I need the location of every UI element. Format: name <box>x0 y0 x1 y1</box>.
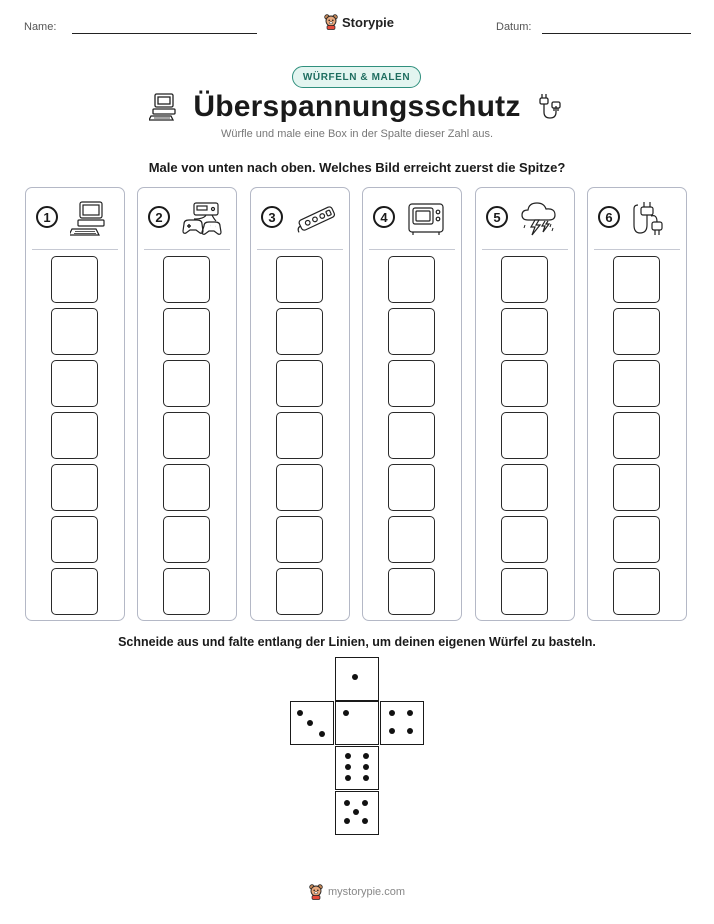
instruction-text: Male von unten nach oben. Welches Bild erreicht zuerst die Spitze? <box>148 160 566 175</box>
color-box[interactable] <box>163 308 210 355</box>
column-number: 4 <box>373 206 395 228</box>
color-box[interactable] <box>613 256 660 303</box>
color-box[interactable] <box>388 256 435 303</box>
color-box[interactable] <box>276 568 323 615</box>
cut-instruction: Schneide aus und falte entlang der Linien, um deinen eigenen Würfel zu basteln. <box>118 635 596 649</box>
color-box[interactable] <box>163 412 210 459</box>
footer <box>0 884 714 900</box>
dice-face-2 <box>335 701 379 745</box>
color-box[interactable] <box>613 464 660 511</box>
color-box[interactable] <box>501 412 548 459</box>
plug-icon <box>632 200 668 238</box>
computer-icon <box>70 200 108 238</box>
dice-face-5 <box>335 791 379 835</box>
column-2 <box>137 187 237 621</box>
dice-net <box>290 657 426 835</box>
game-console-icon <box>182 200 222 238</box>
color-box[interactable] <box>51 568 98 615</box>
color-box[interactable] <box>51 308 98 355</box>
plug-icon <box>535 92 565 122</box>
storypie-bear-icon <box>309 884 323 900</box>
color-box[interactable] <box>501 516 548 563</box>
category-badge: WÜRFELN & MALEN <box>292 66 421 88</box>
dice-face-3 <box>290 701 334 745</box>
color-box[interactable] <box>501 256 548 303</box>
column-3 <box>250 187 350 621</box>
color-box[interactable] <box>163 516 210 563</box>
color-box[interactable] <box>51 516 98 563</box>
color-box[interactable] <box>501 464 548 511</box>
color-box[interactable] <box>613 412 660 459</box>
color-box[interactable] <box>276 516 323 563</box>
column-number: 6 <box>598 206 620 228</box>
dice-face-6 <box>335 746 379 790</box>
page-title: Überspannungsschutz <box>193 90 521 123</box>
power-strip-icon <box>295 200 339 238</box>
color-box[interactable] <box>276 360 323 407</box>
dice-face-4 <box>380 701 424 745</box>
dice-face-1 <box>335 657 379 701</box>
column-number: 5 <box>486 206 508 228</box>
color-box[interactable] <box>163 256 210 303</box>
column-number: 2 <box>148 206 170 228</box>
column-1 <box>25 187 125 621</box>
color-box[interactable] <box>613 308 660 355</box>
color-box[interactable] <box>51 412 98 459</box>
name-line[interactable] <box>72 33 257 34</box>
color-box[interactable] <box>388 308 435 355</box>
color-box[interactable] <box>276 464 323 511</box>
color-box[interactable] <box>501 308 548 355</box>
color-box[interactable] <box>163 568 210 615</box>
column-5 <box>475 187 575 621</box>
color-box[interactable] <box>613 516 660 563</box>
color-box[interactable] <box>501 568 548 615</box>
color-box[interactable] <box>388 360 435 407</box>
color-box[interactable] <box>163 360 210 407</box>
footer-url[interactable]: mystorypie.com <box>327 886 406 898</box>
computer-icon <box>149 92 179 122</box>
brand-name: Storypie <box>342 14 395 30</box>
date-line[interactable] <box>542 33 691 34</box>
column-number: 1 <box>36 206 58 228</box>
color-box[interactable] <box>388 516 435 563</box>
color-box[interactable] <box>388 412 435 459</box>
title-row <box>0 90 714 124</box>
name-label: Name: <box>24 21 57 33</box>
microwave-icon <box>407 200 445 238</box>
color-box[interactable] <box>388 568 435 615</box>
column-number: 3 <box>261 206 283 228</box>
color-box[interactable] <box>51 464 98 511</box>
column-6 <box>587 187 687 621</box>
color-box[interactable] <box>613 360 660 407</box>
color-box[interactable] <box>276 412 323 459</box>
color-box[interactable] <box>276 308 323 355</box>
date-label: Datum: <box>496 21 532 33</box>
lightning-cloud-icon <box>520 200 560 238</box>
color-box[interactable] <box>51 256 98 303</box>
page-subtitle: Würfle und male eine Box in der Spalte dieser Zahl aus. <box>220 128 494 140</box>
color-box[interactable] <box>613 568 660 615</box>
column-4 <box>362 187 462 621</box>
color-box[interactable] <box>501 360 548 407</box>
color-box[interactable] <box>276 256 323 303</box>
brand-logo <box>324 14 394 30</box>
color-box[interactable] <box>388 464 435 511</box>
color-box[interactable] <box>51 360 98 407</box>
storypie-bear-icon <box>324 14 338 30</box>
color-box[interactable] <box>163 464 210 511</box>
